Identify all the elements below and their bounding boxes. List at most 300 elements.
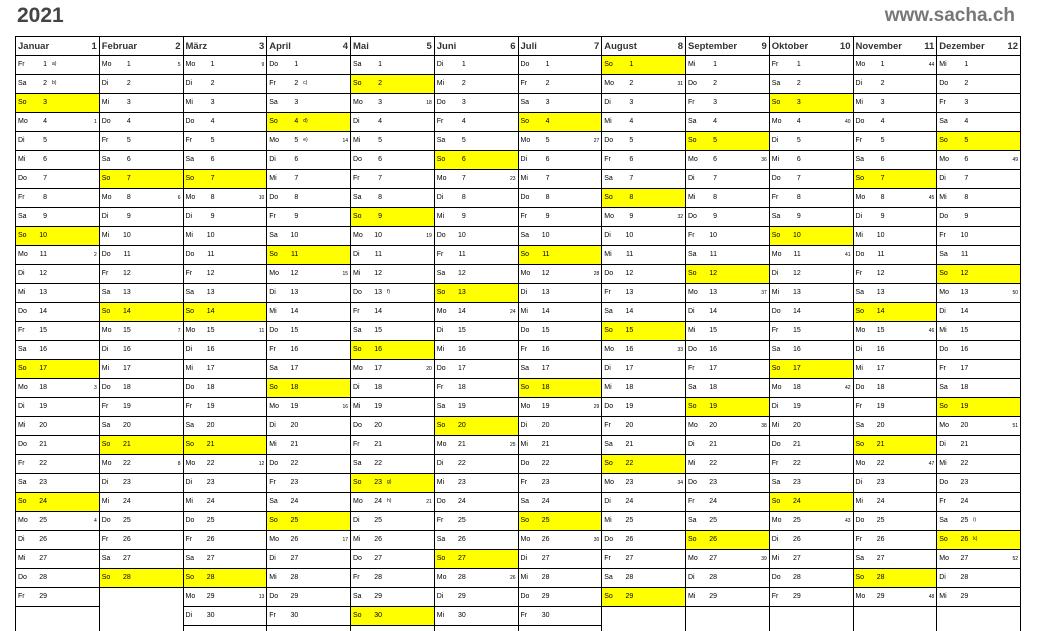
day-number: 29 (876, 593, 885, 600)
day-cell-sunday (770, 227, 853, 246)
day-cell (519, 56, 602, 75)
day-number: 6 (880, 156, 885, 163)
day-number: 24 (374, 498, 382, 505)
day-number: 11 (123, 251, 131, 258)
day-cell (184, 151, 267, 170)
weekday-label: Do (353, 422, 362, 429)
day-number: 4 (210, 118, 215, 125)
weekday-label: Mo (185, 61, 196, 68)
weekday-label: Mo (604, 80, 614, 87)
month-column-februar (100, 37, 184, 631)
day-number: 17 (792, 365, 801, 372)
weekday-label: Do (436, 498, 446, 505)
weekday-label: Fr (436, 517, 444, 524)
weekday-label: Sa (604, 175, 613, 182)
day-cell-sunday (686, 398, 769, 417)
day-number: 13 (876, 289, 885, 296)
day-number: 22 (876, 460, 885, 467)
day-number: 1 (964, 61, 969, 68)
day-number: 20 (39, 422, 47, 429)
day-cell (351, 246, 434, 265)
weekday-label: Mi (855, 99, 863, 106)
day-cell (16, 512, 99, 531)
day-cell (519, 265, 602, 284)
day-cell (267, 265, 350, 284)
weekday-label: Mo (269, 536, 279, 543)
day-number: 22 (122, 460, 131, 467)
weekday-label: Fr (688, 365, 695, 372)
weekday-label: Do (688, 213, 697, 220)
day-cell (16, 398, 99, 417)
weekday-label: Fr (520, 213, 528, 220)
day-cell (519, 455, 602, 474)
weekday-label: Fr (185, 403, 193, 410)
month-number: 8 (677, 41, 683, 52)
day-number: 11 (793, 251, 801, 258)
day-cell-sunday (267, 379, 350, 398)
day-cell (602, 531, 685, 550)
weekday-label: Do (353, 156, 362, 163)
day-cell (351, 284, 434, 303)
day-number: 5 (43, 137, 47, 144)
day-number: 6 (964, 156, 969, 163)
month-number: 4 (342, 41, 348, 52)
day-cell (267, 132, 350, 151)
day-cell (686, 455, 769, 474)
day-cell (184, 246, 267, 265)
weekday-label: Di (101, 80, 109, 87)
weekday-label: Di (520, 289, 528, 296)
day-cell-sunday (602, 56, 685, 75)
month-column-juni (435, 37, 519, 631)
day-number: 22 (39, 460, 47, 467)
day-cell (351, 417, 434, 436)
day-number: 5 (713, 137, 717, 144)
month-number: 10 (839, 41, 851, 52)
month-number: 12 (1007, 41, 1018, 52)
day-cell (435, 170, 518, 189)
day-cell (770, 189, 853, 208)
holiday-note: k) (973, 536, 978, 542)
day-cell (100, 417, 183, 436)
day-number: 18 (876, 384, 885, 391)
day-number: 17 (960, 365, 969, 372)
weekday-label: So (939, 403, 948, 410)
day-number: 23 (374, 479, 382, 486)
day-cell (435, 436, 518, 455)
day-number: 24 (960, 498, 969, 505)
day-cell (854, 94, 937, 113)
day-cell (184, 132, 267, 151)
weekday-label: Di (520, 422, 528, 429)
week-number: 40 (844, 119, 851, 125)
weekday-label: So (269, 384, 278, 391)
weekday-label: Do (520, 593, 530, 600)
day-cell (854, 56, 937, 75)
weekday-label: Mi (269, 574, 277, 581)
day-cell (100, 284, 183, 303)
day-cell (770, 246, 853, 265)
day-cell (435, 189, 518, 208)
day-cell (184, 284, 267, 303)
week-number: 41 (844, 252, 851, 258)
weekday-label: Mi (185, 498, 193, 505)
day-number: 4 (964, 118, 969, 125)
day-number: 6 (294, 156, 299, 163)
day-cell (519, 151, 602, 170)
weekday-label: Mi (436, 612, 445, 619)
day-number: 29 (960, 593, 969, 600)
weekday-label: Sa (771, 479, 781, 486)
month-number: 5 (426, 41, 432, 52)
day-number: 6 (796, 156, 801, 163)
day-cell (519, 474, 602, 493)
day-cell (854, 398, 937, 417)
week-number: 5 (177, 62, 181, 68)
month-header (267, 37, 350, 56)
month-number: 1 (91, 41, 97, 52)
day-number: 15 (290, 327, 299, 334)
weekday-label: Sa (520, 365, 530, 372)
day-number: 11 (960, 251, 969, 258)
day-number: 12 (39, 270, 47, 277)
weekday-label: Di (269, 289, 276, 296)
day-cell (519, 227, 602, 246)
weekday-label: Mo (185, 194, 196, 201)
day-number: 25 (625, 517, 634, 524)
day-number: 2 (126, 80, 131, 87)
day-cell (854, 246, 937, 265)
day-number: 3 (796, 99, 801, 106)
day-cell (602, 151, 685, 170)
weekday-label: Sa (101, 289, 111, 296)
weekday-label: Mo (353, 365, 363, 372)
day-cell (267, 455, 350, 474)
day-cell (602, 360, 685, 379)
weekday-label: Di (939, 175, 946, 182)
day-cell (100, 550, 183, 569)
month-name: Dezember (939, 41, 985, 52)
day-number: 3 (378, 99, 382, 106)
day-cell (937, 588, 1020, 607)
holiday-note: b) (52, 80, 57, 86)
day-cell (267, 94, 350, 113)
week-number: 15 (342, 271, 348, 277)
day-number: 3 (545, 99, 550, 106)
holiday-note: f) (387, 289, 391, 295)
weekday-label: So (18, 498, 27, 505)
day-number: 19 (39, 403, 47, 410)
weekday-label: Mi (353, 536, 361, 543)
day-cell (16, 455, 99, 474)
day-number: 28 (625, 574, 634, 581)
day-cell-sunday (686, 531, 769, 550)
day-number: 12 (457, 270, 466, 277)
weekday-label: Mi (18, 422, 26, 429)
day-cell (854, 360, 937, 379)
weekday-label: So (520, 517, 530, 524)
weekday-label: So (688, 536, 697, 543)
day-number: 22 (374, 460, 382, 467)
weekday-label: Do (771, 308, 781, 315)
month-column-mai (351, 37, 435, 631)
day-number: 11 (207, 251, 215, 258)
day-cell (351, 493, 434, 512)
weekday-label: Do (185, 251, 195, 258)
day-cell (100, 398, 183, 417)
weekday-label: Sa (939, 384, 948, 391)
weekday-label: Mo (855, 194, 866, 201)
weekday-label: Do (269, 194, 279, 201)
day-number: 8 (629, 194, 634, 201)
day-cell (267, 208, 350, 227)
weekday-label: Fr (353, 574, 360, 581)
week-number: 28 (593, 271, 600, 277)
weekday-label: So (771, 99, 781, 106)
week-number: 25 (509, 442, 516, 448)
day-cell (770, 455, 853, 474)
weekday-label: Di (436, 61, 444, 68)
weekday-label: Di (604, 365, 611, 372)
weekday-label: So (436, 422, 446, 429)
weekday-label: Mo (771, 517, 782, 524)
day-number: 14 (541, 308, 550, 315)
weekday-label: Fr (520, 612, 528, 619)
weekday-label: Mo (436, 574, 447, 581)
day-number: 16 (39, 346, 47, 353)
weekday-label: Di (771, 403, 779, 410)
weekday-label: So (855, 175, 865, 182)
day-cell (16, 379, 99, 398)
day-number: 9 (378, 213, 382, 220)
weekday-label: Di (855, 479, 863, 486)
month-name: August (604, 41, 637, 52)
weekday-label: Mo (269, 270, 279, 277)
day-cell (16, 322, 99, 341)
weekday-label: Mo (185, 327, 196, 334)
day-number: 19 (960, 403, 969, 410)
day-number: 19 (876, 403, 885, 410)
week-number: 51 (1012, 423, 1018, 429)
weekday-label: Di (688, 175, 695, 182)
day-number: 15 (709, 327, 717, 334)
weekday-label: So (855, 308, 865, 315)
month-name: September (688, 41, 738, 52)
day-cell (351, 569, 434, 588)
day-number: 18 (374, 384, 382, 391)
day-number: 17 (541, 365, 550, 372)
weekday-label: Mi (353, 403, 361, 410)
weekday-label: Fr (520, 479, 528, 486)
day-number: 7 (629, 175, 634, 182)
day-number: 24 (792, 498, 801, 505)
day-number: 15 (122, 327, 131, 334)
weekday-label: Sa (939, 118, 948, 125)
day-number: 6 (210, 156, 215, 163)
day-number: 12 (960, 270, 969, 277)
weekday-label: Di (436, 460, 444, 467)
day-number: 25 (876, 517, 885, 524)
holiday-note: d) (303, 118, 308, 124)
day-cell (100, 151, 183, 170)
day-number: 12 (625, 270, 634, 277)
weekday-label: Do (436, 365, 446, 372)
weekday-label: Fr (185, 270, 193, 277)
week-number: 38 (761, 423, 767, 429)
day-cell (435, 474, 518, 493)
weekday-label: Do (101, 517, 111, 524)
weekday-label: Do (855, 118, 865, 125)
day-cell (184, 265, 267, 284)
day-number: 29 (457, 593, 466, 600)
day-number: 12 (206, 270, 215, 277)
day-number: 8 (545, 194, 550, 201)
day-number: 2 (629, 80, 634, 87)
weekday-label: Di (353, 118, 360, 125)
day-cell (435, 588, 518, 607)
weekday-label: Do (101, 251, 111, 258)
day-cell (937, 151, 1020, 170)
weekday-label: Sa (353, 327, 362, 334)
weekday-label: So (688, 270, 697, 277)
month-column-märz (184, 37, 268, 631)
day-number: 14 (290, 308, 299, 315)
week-number: 42 (844, 385, 851, 391)
day-cell (16, 436, 99, 455)
day-number: 9 (294, 213, 299, 220)
day-cell-sunday (267, 246, 350, 265)
day-number: 16 (876, 346, 885, 353)
weekday-label: Sa (269, 365, 278, 372)
day-number: 23 (290, 479, 299, 486)
week-number: 17 (342, 537, 348, 543)
month-name: Mai (353, 41, 369, 52)
day-cell (770, 436, 853, 455)
day-number: 4 (880, 118, 885, 125)
weekday-label: Mi (855, 498, 863, 505)
day-cell (519, 341, 602, 360)
weekday-label: Do (604, 270, 614, 277)
day-cell-sunday (184, 303, 267, 322)
day-number: 22 (792, 460, 801, 467)
day-cell (686, 588, 769, 607)
month-column-januar (16, 37, 100, 631)
day-number: 14 (457, 308, 466, 315)
day-cell (351, 113, 434, 132)
day-cell (16, 284, 99, 303)
day-cell-sunday (16, 360, 99, 379)
day-cell (267, 550, 350, 569)
weekday-label: So (101, 175, 111, 182)
day-cell (184, 379, 267, 398)
week-number: 7 (177, 328, 181, 334)
weekday-label: Di (520, 156, 528, 163)
week-number: 8 (177, 461, 181, 467)
weekday-label: Mo (18, 517, 28, 524)
weekday-label: Sa (18, 80, 27, 87)
day-cell (184, 455, 267, 474)
day-number: 23 (39, 479, 47, 486)
day-cell (16, 531, 99, 550)
day-cell (351, 322, 434, 341)
day-number: 9 (964, 213, 969, 220)
day-number: 20 (876, 422, 885, 429)
day-cell (686, 246, 769, 265)
day-number: 1 (43, 61, 47, 68)
day-cell-sunday (854, 436, 937, 455)
day-number: 17 (625, 365, 634, 372)
day-cell-sunday (602, 189, 685, 208)
day-cell (686, 512, 769, 531)
day-number: 23 (457, 479, 466, 486)
month-header (100, 37, 183, 56)
weekday-label: Fr (269, 80, 276, 87)
day-cell (770, 588, 853, 607)
day-number: 11 (39, 251, 47, 258)
day-cell (435, 113, 518, 132)
month-column-november (854, 37, 938, 631)
day-cell (602, 303, 685, 322)
day-cell (770, 113, 853, 132)
day-number: 24 (709, 498, 717, 505)
day-number: 20 (792, 422, 801, 429)
day-cell (267, 417, 350, 436)
day-cell (184, 75, 267, 94)
weekday-label: Mo (436, 175, 447, 182)
day-cell (686, 474, 769, 493)
weekday-label: Mi (855, 365, 863, 372)
day-cell-sunday (602, 588, 685, 607)
day-cell (100, 531, 183, 550)
day-cell (184, 322, 267, 341)
month-number: 9 (761, 41, 767, 52)
day-cell-sunday (519, 512, 602, 531)
weekday-label: Fr (18, 61, 25, 68)
day-cell (602, 398, 685, 417)
day-cell (854, 379, 937, 398)
weekday-label: Mo (101, 327, 112, 334)
day-cell (602, 341, 685, 360)
day-number: 30 (457, 612, 466, 619)
day-cell (435, 398, 518, 417)
weekday-label: Di (855, 213, 863, 220)
day-number: 25 (39, 517, 47, 524)
weekday-label: Sa (771, 346, 781, 353)
day-number: 28 (541, 574, 550, 581)
week-number: 21 (426, 499, 432, 505)
weekday-label: Do (185, 517, 195, 524)
weekday-label: Mo (939, 555, 949, 562)
day-cell (937, 227, 1020, 246)
month-name: Januar (18, 41, 50, 52)
day-cell (770, 322, 853, 341)
day-cell (351, 151, 434, 170)
weekday-label: Do (604, 536, 614, 543)
day-number: 6 (378, 156, 382, 163)
day-number: 17 (206, 365, 215, 372)
day-number: 30 (290, 612, 299, 619)
weekday-label: Mi (269, 308, 277, 315)
week-number: 4 (93, 518, 97, 524)
weekday-label: So (939, 270, 948, 277)
day-cell (686, 493, 769, 512)
day-cell-sunday (16, 227, 99, 246)
day-number: 16 (457, 346, 466, 353)
weekday-label: Do (353, 289, 362, 296)
day-number: 26 (792, 536, 801, 543)
day-number: 25 (122, 517, 131, 524)
day-number: 1 (545, 61, 550, 68)
